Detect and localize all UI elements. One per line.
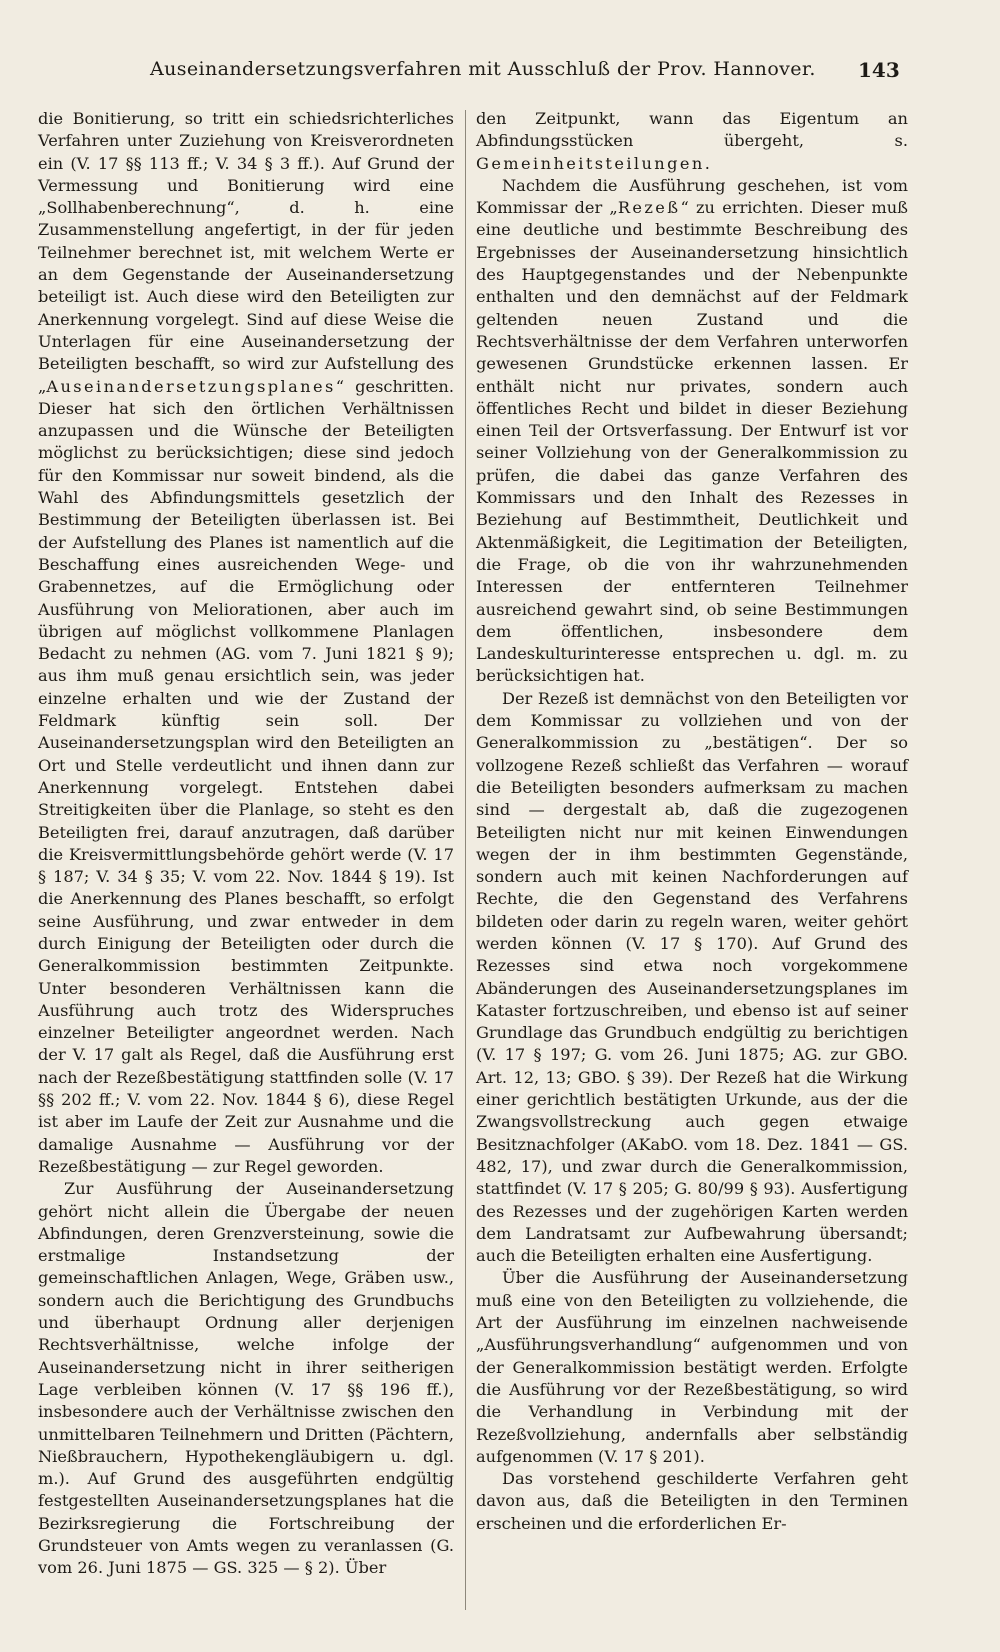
running-title: Auseinandersetzungsverfahren mit Ausschluß der Prov. Hannover. bbox=[150, 58, 816, 80]
text-run: . bbox=[704, 153, 710, 173]
text-run: “ geschritten. Dieser hat sich den örtlichen Verhältnissen anzupassen und die Wünsche der Beteiligten möglichst zu berücksichtigen; diese sind jedoch für den Kommissar nur soweit bindend, als die Wahl des Abfindungsmittels gesetzlich der Bestimmung der Beteiligten überlassen ist. Bei der Aufstellung des Planes ist namentlich auf die Beschaffung eines ausreichenden Wege- und Grabennetzes, auf die Ermöglichung oder Ausführung von Meliorationen, aber auch im übrigen auf möglichst vollkommene Planlagen Bedacht zu nehmen (AG. vom 7. Juni 1821 § 9); aus ihm muß genau ersichtlich sein, was jeder einzelne erhalten und wie der Zustand der Feldmark künftig sein soll. Der Auseinandersetzungsplan wird den Beteiligten an Ort und Stelle verdeutlicht und ihnen dann zur Anerkennung vorgelegt. Entstehen dabei Streitigkeiten über die Planlage, so steht es den Beteiligten frei, darauf anzutragen, daß darüber die Kreisvermittlungsbehörde gehört werde (V. 17 § 187; V. 34 § 35; V. vom 22. Nov. 1844 § 19). Ist die Anerkennung des Planes beschafft, so erfolgt seine Ausführung, und zwar entweder in dem durch Einigung der Beteiligten oder durch die Generalkommission bestimmten Zeitpunkte. Unter besonderen Verhältnissen kann die Ausführung auch trotz des Widerspruches einzelner Beteiligter angeordnet werden. Nach der V. 17 galt als Regel, daß die Ausführung erst nach der Rezeßbestätigung stattfinden solle (V. 17 §§ 202 ff.; V. vom 22. Nov. 1844 § 6), diese Regel ist aber im Laufe der Zeit zur Ausnahme und die damalige Ausnahme — Ausführung vor der Rezeßbestätigung — zur Regel geworden. bbox=[38, 376, 454, 1176]
paragraph bbox=[38, 108, 454, 1178]
text-run: die Bonitierung, so tritt ein schiedsrichterliches Verfahren unter Zuziehung von Kreisverordneten ein (V. 17 §§ 113 ff.; V. 34 § 3 ff.). Auf Grund der Vermessung und Bonitierung wird eine „Sollhabenberechnung“, d. h. eine Zusammenstellung angefertigt, in der für jeden Teilnehmer berechnet ist, mit welchem Werte er an dem Gegenstande der Auseinandersetzung beteiligt ist. Auch diese wird den Beteiligten zur Anerkennung vorgelegt. Sind auf diese Weise die Unterlagen für eine Auseinandersetzung der Beteiligten beschafft, so wird zur Aufstellung des „ bbox=[38, 109, 454, 396]
spaced-term: Auseinandersetzungsplanes bbox=[46, 376, 336, 396]
paragraph bbox=[476, 108, 908, 175]
paragraph: Das vorstehend geschilderte Verfahren geht davon aus, daß die Beteiligten in den Terminen erscheinen und die erforderlichen Er- bbox=[476, 1469, 908, 1533]
page-header bbox=[0, 58, 1000, 88]
paragraph: Der Rezeß ist demnächst von den Beteiligten vor dem Kommissar zu vollziehen und von der Generalkommission zu „bestätigen“. Der so vollzogene Rezeß schließt das Verfahren — worauf die Beteiligten besonders aufmerksam zu machen sind — dergestalt ab, daß die zugezogenen Beteiligten nicht nur mit keinen Einwendungen wegen der in ihm bestimmten Gegenstände, sondern auch mit keinen Nachforderungen auf Rechte, die den Gegenstand des Verfahrens bildeten oder darin zu regeln waren, weiter gehört werden können (V. 17 § 170). Auf Grund des Rezesses sind etwa noch vorgekommene Abänderungen des Auseinandersetzungsplanes im Kataster fortzuschreiben, und ebenso ist auf seiner Grundlage das Grundbuch endgültig zu berichtigen (V. 17 § 197; G. vom 26. Juni 1875; AG. zur GBO. Art. 12, 13; GBO. § 39). Der Rezeß hat die Wirkung einer gerichtlich bestätigten Urkunde, aus der die Zwangsvollstreckung auch gegen etwaige Besitznachfolger (AKabO. vom 18. Dez. 1841 — GS. 482, 17), und zwar durch die Generalkommission, stattfindet (V. 17 § 205; G. 80/99 § 93). Ausfertigung des Rezesses und der zugehörigen Karten werden dem Landratsamt zur Aufbewahrung übersandt; auch die Beteiligten erhalten eine Ausfertigung. bbox=[476, 688, 908, 1266]
text-run: “ zu errichten. Dieser muß eine deutliche und bestimmte Beschreibung des Ergebnisses der Auseinandersetzung hinsichtlich des Hauptgegenstandes und der Nebenpunkte enthalten und den demnächst auf der Feldmark geltenden neuen Zustand und die Rechtsverhältnisse der dem Verfahren unterworfen gewesenen Grundstücke erkennen lassen. Er enthält nicht nur privates, sondern auch öffentliches Recht und bildet in dieser Beziehung einen Teil der Ortsverfassung. Der Entwurf ist vor seiner Vollziehung von der Generalkommission zu prüfen, die dabei das ganze Verfahren des Kommissars und den Inhalt des Rezesses in Beziehung auf Bestimmtheit, Deutlichkeit und Aktenmäßigkeit, die Legitimation der Beteiligten, die Frage, ob die von ihr wahrzunehmenden Interessen der entfernteren Teilnehmer ausreichend gewahrt sind, ob seine Bestimmungen dem öffentlichen, insbesondere dem Landeskulturinteresse entsprechen u. dgl. m. zu berücksichtigen hat. bbox=[476, 198, 908, 686]
page-number: 143 bbox=[858, 58, 900, 82]
spaced-term: Gemeinheitsteilungen bbox=[476, 153, 705, 173]
text-run: Nachdem die Ausführung geschehen, ist vom Kommissar der „ bbox=[476, 175, 908, 218]
paragraph bbox=[476, 175, 908, 688]
right-column bbox=[476, 108, 908, 1535]
paragraph: Zur Ausführung der Auseinandersetzung gehört nicht allein die Übergabe der neuen Abfindungen, deren Grenzversteinung, sowie die erstmalige Instandsetzung der gemeinschaftlichen Anlagen, Wege, Gräben usw., sondern auch die Berichtigung des Grundbuchs und überhaupt Ordnung aller derjenigen Rechtsverhältnisse, welche infolge der Auseinandersetzung nicht in ihrer seitherigen Lage verbleiben können (V. 17 §§ 196 ff.), insbesondere auch der Verhältnisse zwischen den unmittelbaren Teilnehmern und Dritten (Pächtern, Nießbrauchern, Hypothekengläubigern u. dgl. m.). Auf Grund des ausgeführten endgültig festgestellten Auseinandersetzungsplanes hat die Bezirksregierung die Fortschreibung der Grundsteuer von Amts wegen zu veranlassen (G. vom 26. Juni 1875 — GS. 325 — § 2). Über bbox=[38, 1179, 454, 1578]
spaced-term: Rezeß bbox=[617, 198, 681, 218]
column-divider bbox=[465, 110, 466, 1610]
text-run: den Zeitpunkt, wann das Eigentum an Abfindungsstücken übergeht, s. bbox=[476, 109, 908, 151]
paragraph: Über die Ausführung der Auseinandersetzung muß eine von den Beteiligten zu vollziehende, die Art der Ausführung im einzelnen nachweisende „Ausführungsverhandlung“ aufgenommen und von der Generalkommission bestätigt werden. Erfolgte die Ausführung vor der Rezeßbestätigung, so wird die Verhandlung in Verbindung mit der Rezeßvollziehung, andernfalls aber selbständig aufgenommen (V. 17 § 201). bbox=[476, 1268, 908, 1466]
left-column bbox=[38, 108, 454, 1580]
